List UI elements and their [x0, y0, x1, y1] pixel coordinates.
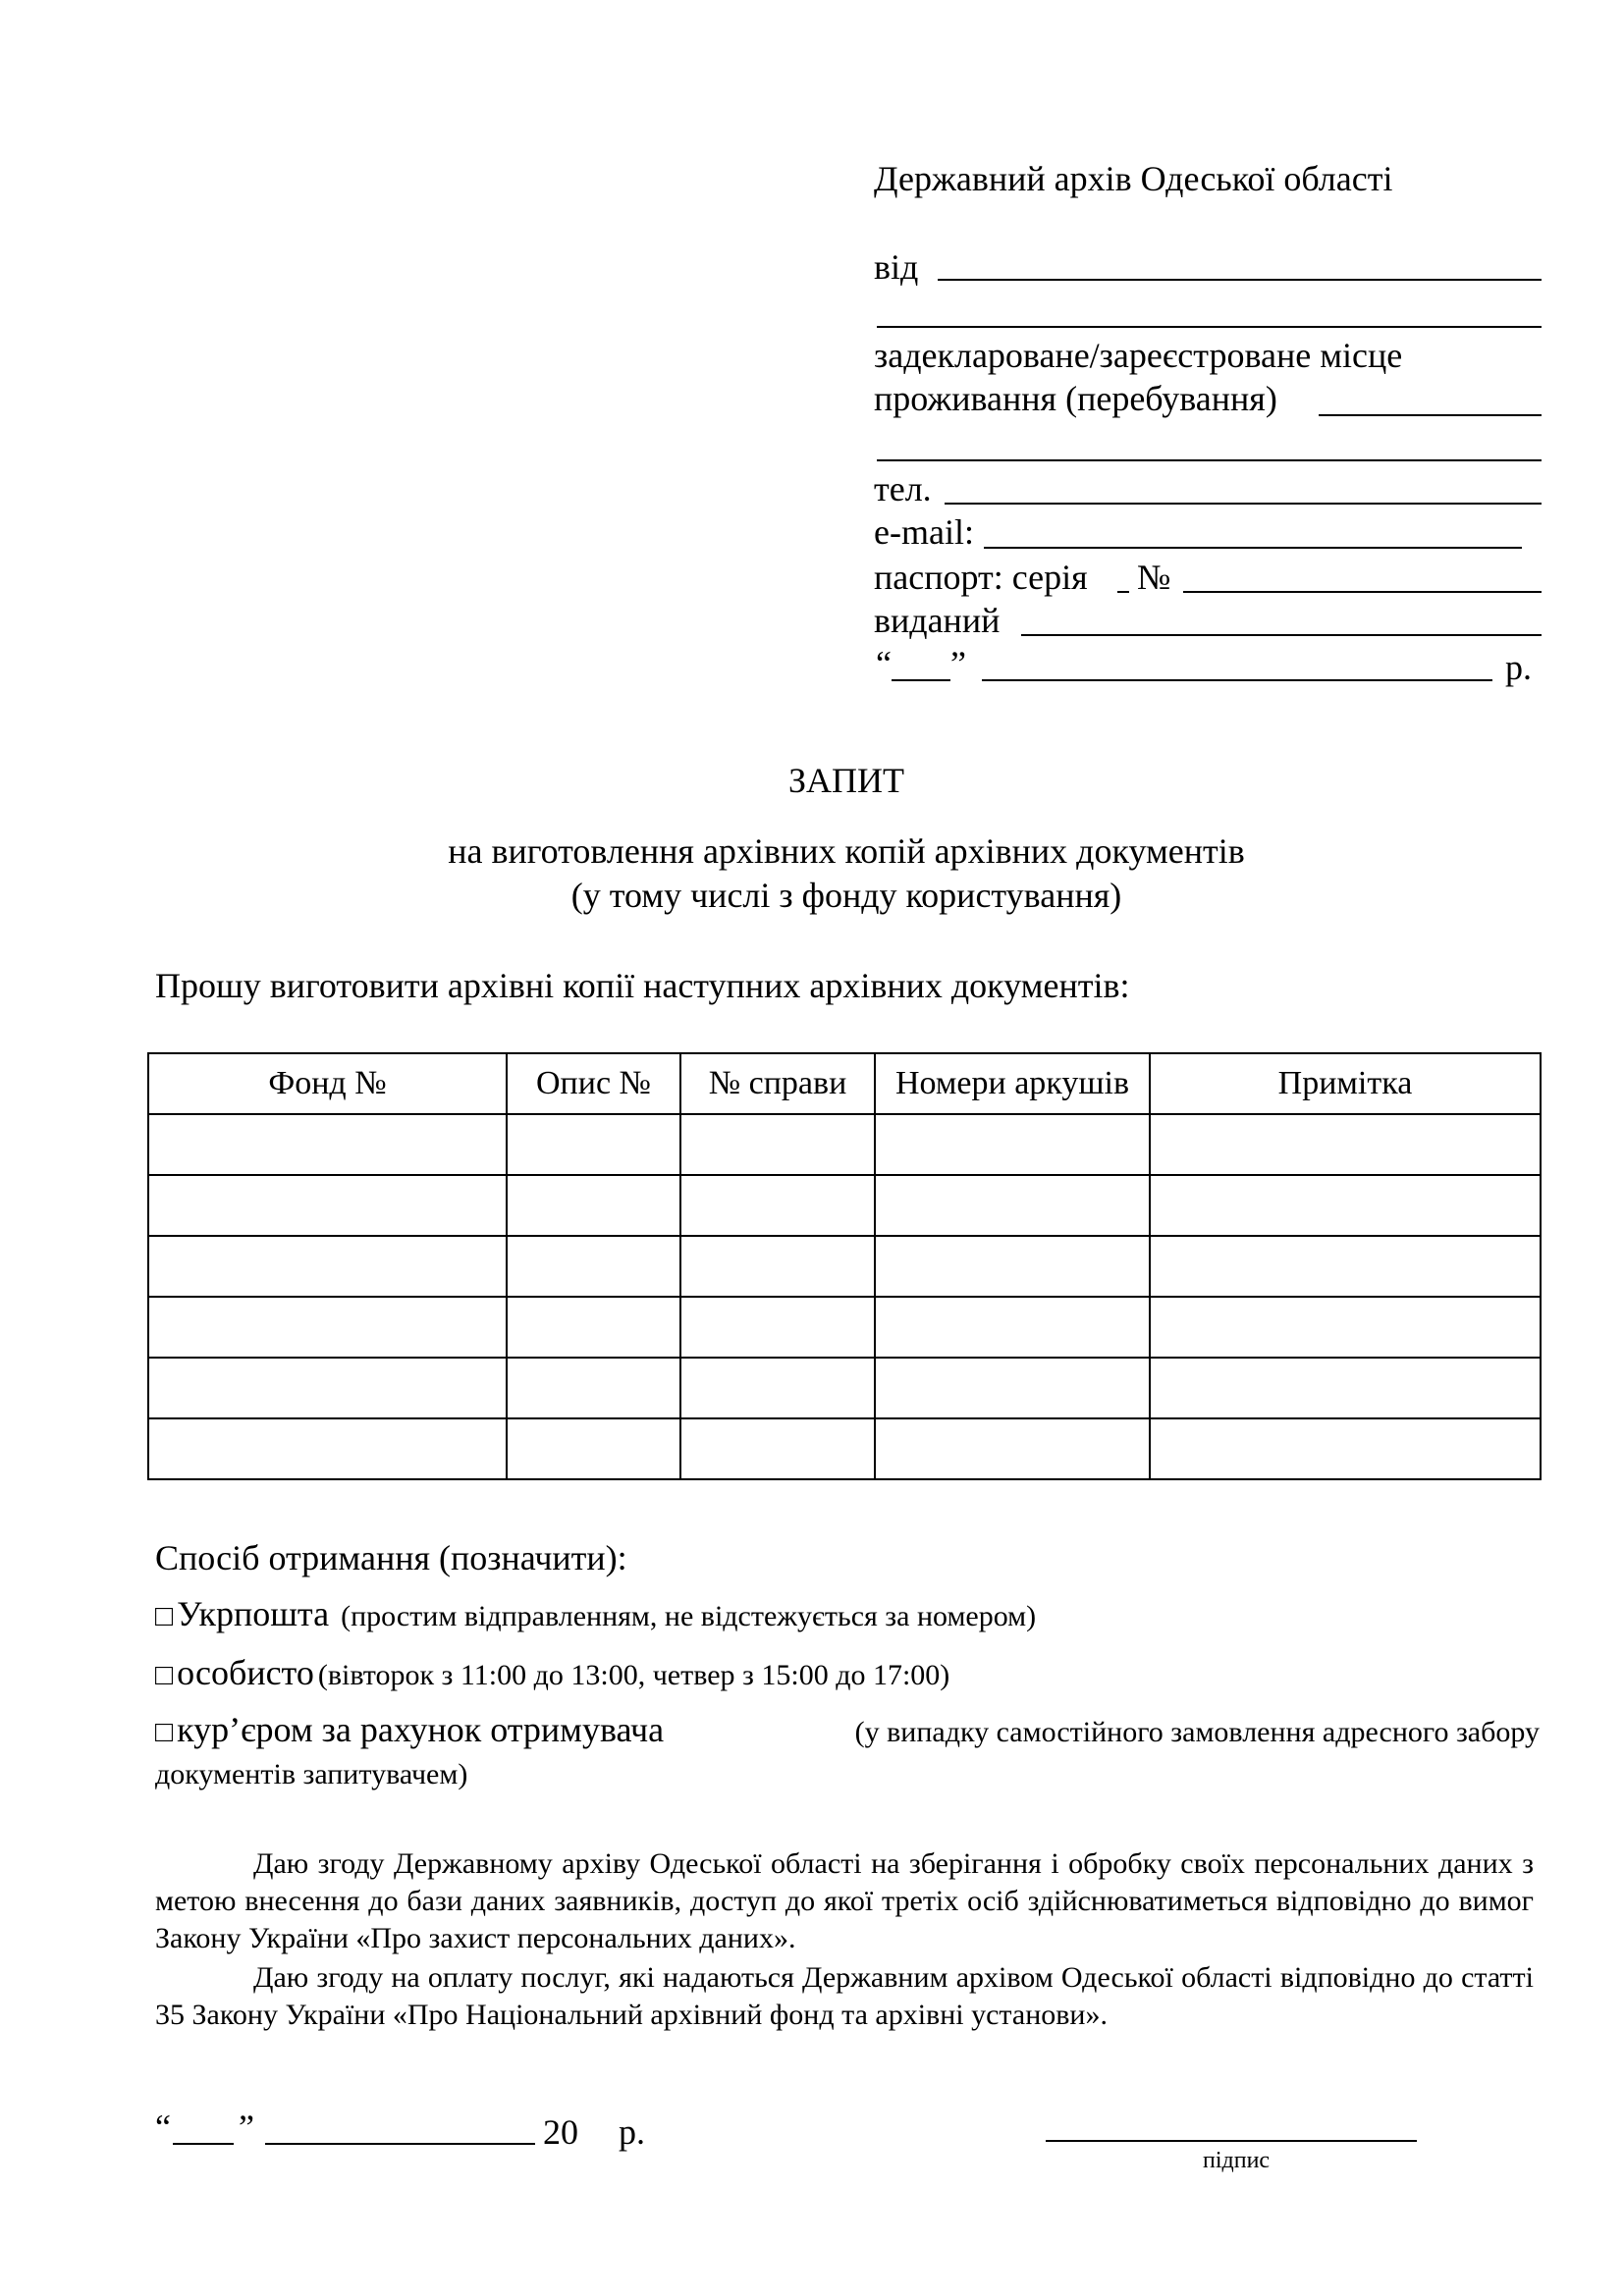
table-cell[interactable]: [148, 1114, 507, 1175]
table-row: [148, 1358, 1541, 1418]
passport-number-label: №: [1137, 558, 1171, 597]
table-cell[interactable]: [875, 1297, 1150, 1358]
table-row: [148, 1418, 1541, 1479]
table-row: [148, 1236, 1541, 1297]
footer-year-prefix: 20: [543, 2112, 578, 2152]
table-cell[interactable]: [1150, 1297, 1541, 1358]
passport-label: паспорт: серія: [874, 558, 1088, 597]
table-cell[interactable]: [507, 1236, 680, 1297]
delivery-option-personal[interactable]: [155, 1651, 949, 1695]
table-cell[interactable]: [1150, 1114, 1541, 1175]
option-courier-label: кур’єром за рахунок отримувача: [177, 1710, 665, 1749]
table-header-row: [148, 1053, 1541, 1114]
option-post-note: (простим відправленням, не відстежується за номером): [341, 1600, 1037, 1632]
subtitle-line2: (у тому числі з фонду користування): [570, 876, 1122, 915]
table-cell[interactable]: [1150, 1418, 1541, 1479]
table-cell[interactable]: [1150, 1175, 1541, 1236]
table-cell[interactable]: [507, 1418, 680, 1479]
table-row: [148, 1175, 1541, 1236]
table-cell[interactable]: [875, 1236, 1150, 1297]
checkbox-icon[interactable]: □: [155, 1716, 174, 1748]
footer-date-open-quote: “: [155, 2108, 171, 2147]
email-label: e-mail:: [874, 512, 974, 552]
col-header-opys: Опис №: [507, 1053, 680, 1114]
delivery-option-post[interactable]: [155, 1592, 1036, 1636]
option-courier-note-cont: документів запитувачем): [155, 1758, 468, 1790]
table-cell[interactable]: [875, 1418, 1150, 1479]
option-personal-label: особисто: [177, 1653, 314, 1692]
footer-date-close-quote: ”: [239, 2108, 254, 2147]
subtitle-line1: на виготовлення архівних копій архівних документів: [448, 831, 1245, 871]
issued-date-open-quote: “: [876, 644, 892, 683]
consent-payment: Даю згоду на оплату послуг, які надаються Державним архівом Одеської області відповідно до статті 35 Закону України «Про Національний архівний фонд та архівні установи».: [155, 1961, 1534, 2031]
table-row: [148, 1114, 1541, 1175]
page-title: ЗАПИТ: [787, 761, 905, 800]
issued-year-suffix: р.: [1505, 648, 1532, 687]
table-cell[interactable]: [507, 1114, 680, 1175]
phone-field[interactable]: [945, 503, 1542, 505]
option-courier-note: (у випадку самостійного замовлення адресного забору: [854, 1716, 1540, 1748]
consent-personal-data: Даю згоду Державному архіву Одеської області на зберігання і обробку своїх персональних даних з метою внесення до бази даних заявників, доступ до якої третіх осіб здійснюватиметься відповідно до вимог Закону України «Про захист персональних даних».: [155, 1847, 1534, 1954]
table-cell[interactable]: [680, 1114, 875, 1175]
option-post-label: Укрпошта: [177, 1594, 330, 1633]
from-field[interactable]: [938, 279, 1542, 281]
col-header-sprava: № справи: [680, 1053, 875, 1114]
passport-series-field[interactable]: [1117, 591, 1129, 593]
passport-number-field[interactable]: [1183, 591, 1542, 593]
checkbox-icon[interactable]: □: [155, 1600, 174, 1632]
table-cell[interactable]: [148, 1297, 507, 1358]
table-cell[interactable]: [148, 1418, 507, 1479]
delivery-option-courier[interactable]: [155, 1708, 1540, 1752]
phone-label: тел.: [874, 469, 932, 508]
col-header-prymitka: Примітка: [1150, 1053, 1541, 1114]
col-header-fond: Фонд №: [148, 1053, 507, 1114]
table-cell[interactable]: [680, 1297, 875, 1358]
table-cell[interactable]: [507, 1175, 680, 1236]
footer-day-field[interactable]: [173, 2143, 234, 2145]
residence-label-line1: задекларoване/зареєстроване місце: [874, 336, 1403, 375]
residence-label-line2: проживання (перебування): [874, 379, 1277, 418]
addressee-org: Державний архів Одеської області: [874, 159, 1393, 198]
from-field-line2[interactable]: [877, 326, 1542, 328]
col-header-arkushi: Номери аркушів: [875, 1053, 1150, 1114]
footer-year-suffix: р.: [619, 2112, 645, 2152]
table-cell[interactable]: [680, 1236, 875, 1297]
table-cell[interactable]: [680, 1175, 875, 1236]
signature-field[interactable]: [1046, 2140, 1417, 2142]
table-cell[interactable]: [148, 1175, 507, 1236]
residence-field[interactable]: [1319, 414, 1542, 416]
documents-table: [147, 1052, 1542, 1480]
option-personal-note: (вівторок з 11:00 до 13:00, четвер з 15:00 до 17:00): [317, 1659, 950, 1691]
footer-month-field[interactable]: [265, 2143, 535, 2145]
issued-label: виданий: [874, 601, 1001, 640]
table-cell[interactable]: [680, 1418, 875, 1479]
table-cell[interactable]: [875, 1175, 1150, 1236]
issued-day-field[interactable]: [892, 679, 950, 681]
table-row: [148, 1297, 1541, 1358]
table-cell[interactable]: [148, 1358, 507, 1418]
table-cell[interactable]: [875, 1114, 1150, 1175]
table-cell[interactable]: [1150, 1358, 1541, 1418]
issued-date-close-quote: ”: [950, 644, 966, 683]
issued-month-year-field[interactable]: [982, 679, 1492, 681]
email-field[interactable]: [984, 547, 1522, 549]
table-cell[interactable]: [148, 1236, 507, 1297]
from-label: від: [874, 247, 919, 287]
table-cell[interactable]: [680, 1358, 875, 1418]
table-cell[interactable]: [875, 1358, 1150, 1418]
table-cell[interactable]: [507, 1297, 680, 1358]
signature-label: підпис: [1203, 2148, 1271, 2173]
delivery-heading: Спосіб отримання (позначити):: [155, 1538, 627, 1577]
request-text: Прошу виготовити архівні копії наступних архівних документів:: [155, 966, 1130, 1005]
table-cell[interactable]: [507, 1358, 680, 1418]
issued-field[interactable]: [1021, 634, 1542, 636]
table-cell[interactable]: [1150, 1236, 1541, 1297]
checkbox-icon[interactable]: □: [155, 1659, 174, 1691]
residence-field-line2[interactable]: [877, 459, 1542, 461]
